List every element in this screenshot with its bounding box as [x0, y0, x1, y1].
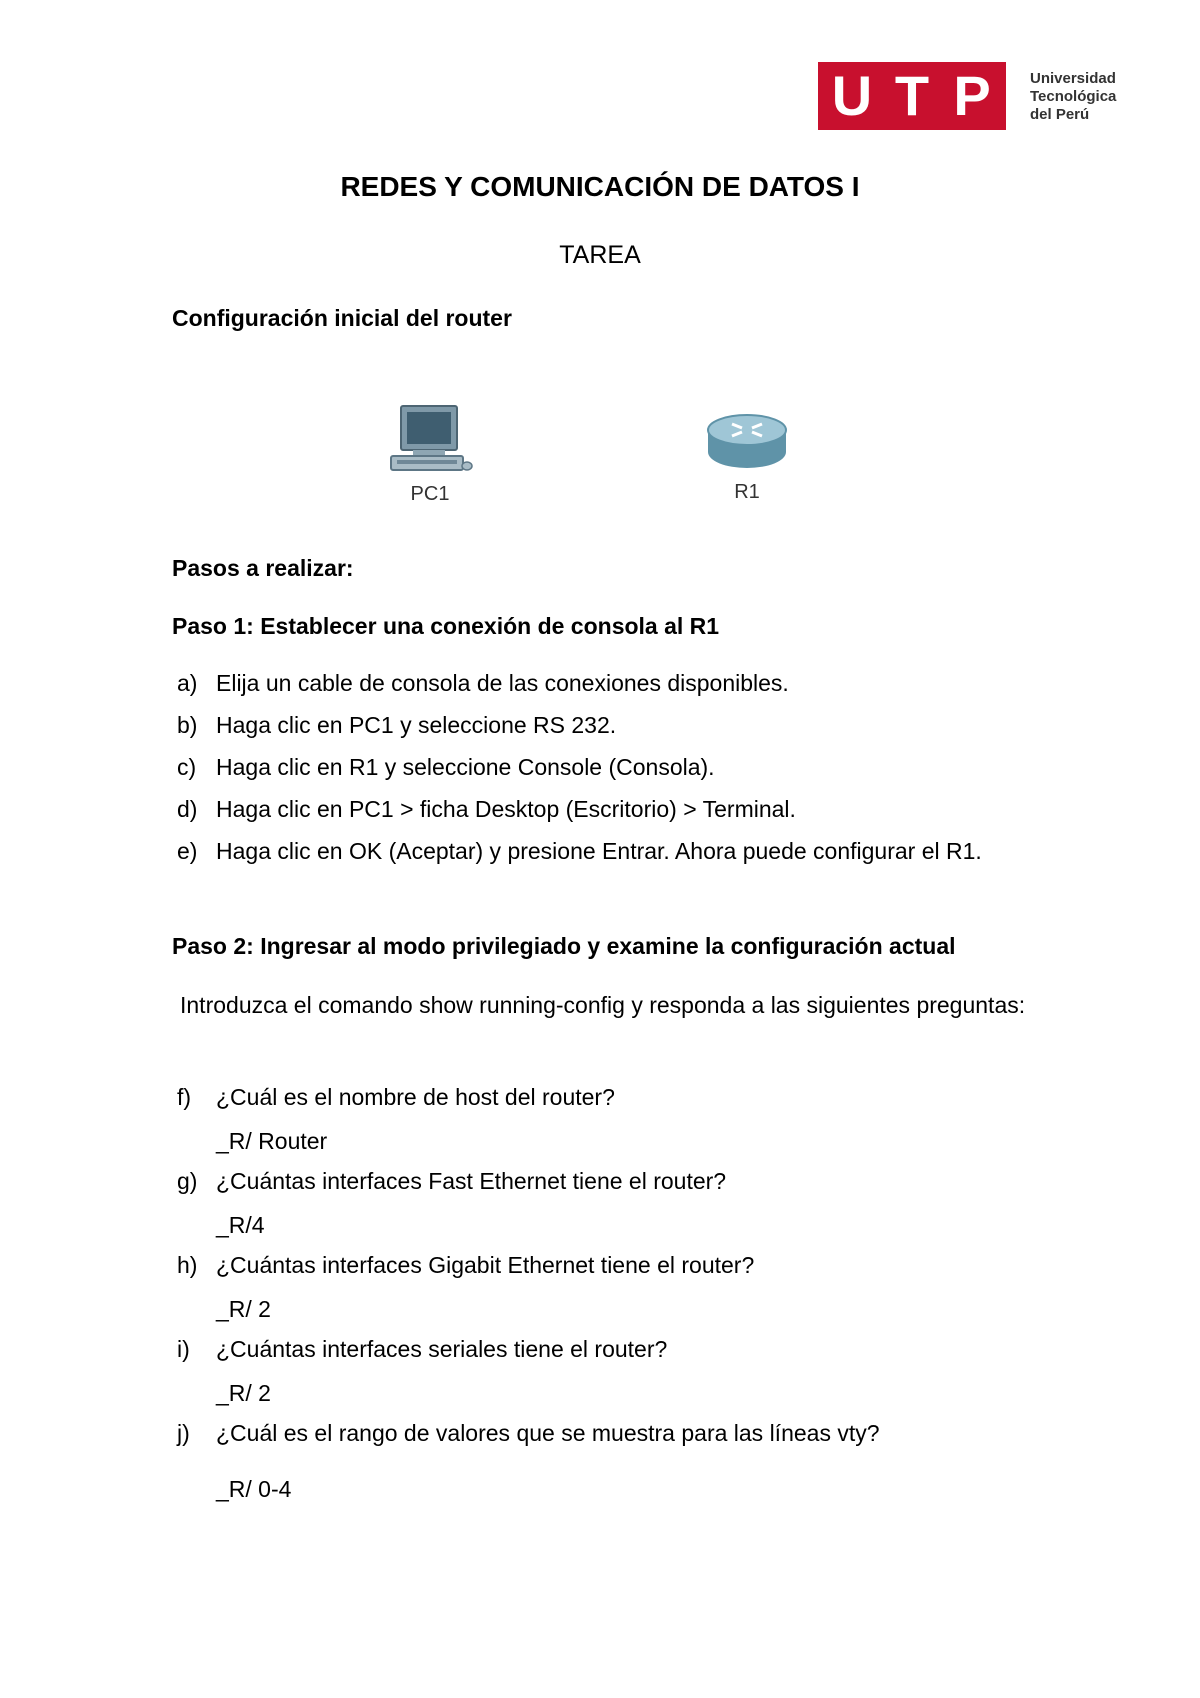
router-icon [702, 412, 792, 474]
answer-text: _R/ 2 [216, 1296, 271, 1322]
question-text: ¿Cuál es el rango de valores que se muestra para las líneas vty? [216, 1420, 880, 1446]
question-text: ¿Cuántas interfaces Fast Ethernet tiene el router? [216, 1168, 727, 1194]
list-item-label: e) [177, 838, 198, 864]
answer-text: _R/ 2 [216, 1380, 271, 1406]
question-text: ¿Cuál es el nombre de host del router? [216, 1084, 615, 1110]
list-item-text: Haga clic en R1 y seleccione Console (Consola). [216, 754, 715, 780]
list-item-label: a) [177, 670, 198, 696]
logo-text-line1: Universidad [1030, 70, 1116, 87]
logo-letter-t: T [894, 64, 930, 127]
list-item-label: b) [177, 712, 198, 738]
question-label: i) [177, 1336, 190, 1362]
answer-text: _R/4 [216, 1212, 265, 1238]
pc1-device [375, 404, 485, 506]
section-title: Configuración inicial del router [172, 305, 512, 331]
list-item-text: Elija un cable de consola de las conexiones disponibles. [216, 670, 789, 696]
list-item-text: Haga clic en OK (Aceptar) y presione Entrar. Ahora puede configurar el R1. [216, 838, 982, 864]
page-title: REDES Y COMUNICACIÓN DE DATOS I [340, 171, 860, 202]
question-label: j) [177, 1420, 190, 1446]
list-item-text: Haga clic en PC1 > ficha Desktop (Escritorio) > Terminal. [216, 796, 796, 822]
step1-heading: Paso 1: Establecer una conexión de consola al R1 [172, 613, 720, 639]
question-label: h) [177, 1252, 198, 1278]
computer-icon [385, 404, 475, 476]
list-item-label: c) [177, 754, 197, 780]
r1-device [692, 412, 802, 504]
list-item-text: Haga clic en PC1 y seleccione RS 232. [216, 712, 617, 738]
question-text: ¿Cuántas interfaces Gigabit Ethernet tiene el router? [216, 1252, 755, 1278]
logo-red-box [818, 62, 1006, 130]
step2-heading: Paso 2: Ingresar al modo privilegiado y examine la configuración actual [172, 933, 956, 959]
answer-text: _R/ 0-4 [216, 1476, 292, 1502]
pc1-label: PC1 [410, 483, 450, 505]
logo-text-line3: del Perú [1030, 106, 1090, 123]
logo-letter-u: U [831, 64, 873, 127]
question-label: g) [177, 1168, 198, 1194]
answer-text: _R/ Router [216, 1128, 328, 1154]
logo-letter-p: P [953, 64, 991, 127]
logo-text-line2: Tecnológica [1030, 88, 1117, 105]
r1-label: R1 [734, 481, 760, 503]
question-text: ¿Cuántas interfaces seriales tiene el router? [216, 1336, 668, 1362]
steps-heading: Pasos a realizar: [172, 555, 354, 581]
utp-logo [818, 62, 1124, 130]
list-item-label: d) [177, 796, 198, 822]
step2-intro: Introduzca el comando show running-config y responda a las siguientes preguntas: [180, 992, 1026, 1018]
page-subtitle: TAREA [559, 241, 641, 269]
question-label: f) [177, 1084, 192, 1110]
logo-text [1030, 70, 1116, 124]
